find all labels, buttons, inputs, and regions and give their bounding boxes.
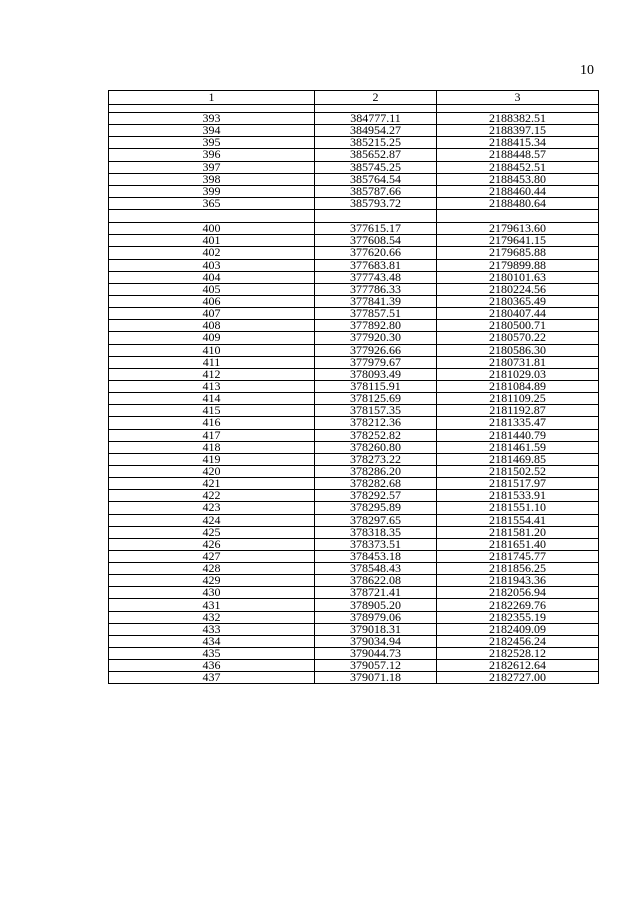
column-header-1: 1 <box>109 91 315 105</box>
table-row <box>109 283 599 295</box>
point-number-cell: 415 <box>109 405 315 417</box>
point-number-cell: 397 <box>109 161 315 173</box>
x-coordinate-cell: 377786.33 <box>315 283 437 295</box>
x-coordinate-cell: 384777.11 <box>315 113 437 125</box>
y-coordinate-cell: 2182612.64 <box>437 660 599 672</box>
y-coordinate-cell: 2182409.09 <box>437 623 599 635</box>
table-header-row <box>109 91 599 105</box>
y-coordinate-cell: 2181469.85 <box>437 453 599 465</box>
x-coordinate-cell: 377926.66 <box>315 344 437 356</box>
table-row <box>109 478 599 490</box>
point-number-cell: 413 <box>109 380 315 392</box>
table-row <box>109 514 599 526</box>
y-coordinate-cell: 2180500.71 <box>437 320 599 332</box>
y-coordinate-cell: 2180407.44 <box>437 308 599 320</box>
table-row <box>109 356 599 368</box>
point-number-cell: 433 <box>109 623 315 635</box>
x-coordinate-cell: 378093.49 <box>315 368 437 380</box>
x-coordinate-cell: 378115.91 <box>315 380 437 392</box>
table-row <box>109 405 599 417</box>
point-number-cell: 426 <box>109 538 315 550</box>
point-number-cell: 405 <box>109 283 315 295</box>
point-number-cell: 421 <box>109 478 315 490</box>
y-coordinate-cell: 2188382.51 <box>437 113 599 125</box>
y-coordinate-cell: 2180731.81 <box>437 356 599 368</box>
x-coordinate-cell: 385793.72 <box>315 197 437 209</box>
table-row <box>109 185 599 197</box>
x-coordinate-cell: 378286.20 <box>315 465 437 477</box>
table-row <box>109 563 599 575</box>
x-coordinate-cell: 377683.81 <box>315 259 437 271</box>
point-number-cell: 432 <box>109 611 315 623</box>
x-coordinate-cell: 379018.31 <box>315 623 437 635</box>
point-number-cell: 402 <box>109 247 315 259</box>
point-number-cell: 396 <box>109 149 315 161</box>
point-number-cell: 417 <box>109 429 315 441</box>
point-number-cell: 430 <box>109 587 315 599</box>
x-coordinate-cell: 379057.12 <box>315 660 437 672</box>
table-row <box>109 465 599 477</box>
table-row <box>109 295 599 307</box>
point-number-cell: 395 <box>109 137 315 149</box>
y-coordinate-cell: 2182355.19 <box>437 611 599 623</box>
point-number-cell: 411 <box>109 356 315 368</box>
y-coordinate-cell: 2182056.94 <box>437 587 599 599</box>
table-row <box>109 538 599 550</box>
column-header-2: 2 <box>315 91 437 105</box>
point-number-cell: 428 <box>109 563 315 575</box>
x-coordinate-cell: 379071.18 <box>315 672 437 684</box>
point-number-cell: 435 <box>109 648 315 660</box>
table-row <box>109 660 599 672</box>
y-coordinate-cell: 2179685.88 <box>437 247 599 259</box>
column-header-3: 3 <box>437 91 599 105</box>
y-coordinate-cell: 2182456.24 <box>437 635 599 647</box>
point-number-cell: 406 <box>109 295 315 307</box>
point-number-cell: 434 <box>109 635 315 647</box>
x-coordinate-cell: 385745.25 <box>315 161 437 173</box>
x-coordinate-cell: 378125.69 <box>315 393 437 405</box>
x-coordinate-cell: 378273.22 <box>315 453 437 465</box>
point-number-cell: 403 <box>109 259 315 271</box>
x-coordinate-cell: 384954.27 <box>315 125 437 137</box>
point-number-cell: 429 <box>109 575 315 587</box>
table-row <box>109 308 599 320</box>
x-coordinate-cell: 378548.43 <box>315 563 437 575</box>
x-coordinate-cell: 377608.54 <box>315 235 437 247</box>
point-number-cell: 393 <box>109 113 315 125</box>
y-coordinate-cell: 2180224.56 <box>437 283 599 295</box>
point-number-cell: 425 <box>109 526 315 538</box>
table-row <box>109 635 599 647</box>
point-number-cell: 419 <box>109 453 315 465</box>
table-row <box>109 575 599 587</box>
x-coordinate-cell: 377892.80 <box>315 320 437 332</box>
table-row <box>109 197 599 209</box>
x-coordinate-cell: 378979.06 <box>315 611 437 623</box>
y-coordinate-cell: 2179613.60 <box>437 223 599 235</box>
point-number-cell: 436 <box>109 660 315 672</box>
y-coordinate-cell: 2181745.77 <box>437 550 599 562</box>
point-number-cell: 431 <box>109 599 315 611</box>
y-coordinate-cell: 2181109.25 <box>437 393 599 405</box>
point-number-cell: 394 <box>109 125 315 137</box>
y-coordinate-cell: 2188448.57 <box>437 149 599 161</box>
point-number-cell: 404 <box>109 271 315 283</box>
table-row <box>109 223 599 235</box>
x-coordinate-cell: 385215.25 <box>315 137 437 149</box>
x-coordinate-cell: 378252.82 <box>315 429 437 441</box>
x-coordinate-cell: 378292.57 <box>315 490 437 502</box>
x-coordinate-cell: 378212.36 <box>315 417 437 429</box>
x-coordinate-cell: 378295.89 <box>315 502 437 514</box>
point-number-cell: 408 <box>109 320 315 332</box>
y-coordinate-cell: 2188415.34 <box>437 137 599 149</box>
x-coordinate-cell: 377857.51 <box>315 308 437 320</box>
table-row <box>109 332 599 344</box>
table-row <box>109 648 599 660</box>
table-row <box>109 429 599 441</box>
y-coordinate-cell: 2188460.44 <box>437 185 599 197</box>
y-coordinate-cell: 2181502.52 <box>437 465 599 477</box>
point-number-cell: 414 <box>109 393 315 405</box>
x-coordinate-cell: 377743.48 <box>315 271 437 283</box>
x-coordinate-cell: 385652.87 <box>315 149 437 161</box>
point-number-cell: 410 <box>109 344 315 356</box>
point-number-cell: 401 <box>109 235 315 247</box>
table-row <box>109 137 599 149</box>
x-coordinate-cell: 378373.51 <box>315 538 437 550</box>
table-row <box>109 380 599 392</box>
group-separator-row <box>109 210 599 223</box>
table-row <box>109 502 599 514</box>
y-coordinate-cell: 2179641.15 <box>437 235 599 247</box>
x-coordinate-cell: 379034.94 <box>315 635 437 647</box>
x-coordinate-cell: 378905.20 <box>315 599 437 611</box>
header-separator-row <box>109 105 599 113</box>
x-coordinate-cell: 378622.08 <box>315 575 437 587</box>
y-coordinate-cell: 2181651.40 <box>437 538 599 550</box>
y-coordinate-cell: 2188397.15 <box>437 125 599 137</box>
point-number-cell: 422 <box>109 490 315 502</box>
x-coordinate-cell: 377841.39 <box>315 295 437 307</box>
table-row <box>109 149 599 161</box>
x-coordinate-cell: 377920.30 <box>315 332 437 344</box>
point-number-cell: 427 <box>109 550 315 562</box>
y-coordinate-cell: 2181517.97 <box>437 478 599 490</box>
y-coordinate-cell: 2179899.88 <box>437 259 599 271</box>
point-number-cell: 418 <box>109 441 315 453</box>
y-coordinate-cell: 2182269.76 <box>437 599 599 611</box>
x-coordinate-cell: 377615.17 <box>315 223 437 235</box>
y-coordinate-cell: 2181084.89 <box>437 380 599 392</box>
table-row <box>109 393 599 405</box>
coordinates-table <box>108 90 599 684</box>
y-coordinate-cell: 2181029.03 <box>437 368 599 380</box>
y-coordinate-cell: 2180365.49 <box>437 295 599 307</box>
x-coordinate-cell: 378157.35 <box>315 405 437 417</box>
y-coordinate-cell: 2182528.12 <box>437 648 599 660</box>
y-coordinate-cell: 2181551.10 <box>437 502 599 514</box>
y-coordinate-cell: 2181533.91 <box>437 490 599 502</box>
table-row <box>109 672 599 684</box>
table-row <box>109 247 599 259</box>
y-coordinate-cell: 2181440.79 <box>437 429 599 441</box>
table-row <box>109 173 599 185</box>
point-number-cell: 412 <box>109 368 315 380</box>
table-row <box>109 526 599 538</box>
y-coordinate-cell: 2182727.00 <box>437 672 599 684</box>
table-row <box>109 453 599 465</box>
point-number-cell: 437 <box>109 672 315 684</box>
coordinates-table-body <box>109 91 599 684</box>
x-coordinate-cell: 385764.54 <box>315 173 437 185</box>
point-number-cell: 424 <box>109 514 315 526</box>
y-coordinate-cell: 2180586.30 <box>437 344 599 356</box>
point-number-cell: 416 <box>109 417 315 429</box>
x-coordinate-cell: 377620.66 <box>315 247 437 259</box>
y-coordinate-cell: 2180570.22 <box>437 332 599 344</box>
point-number-cell: 423 <box>109 502 315 514</box>
y-coordinate-cell: 2181554.41 <box>437 514 599 526</box>
table-row <box>109 587 599 599</box>
point-number-cell: 398 <box>109 173 315 185</box>
point-number-cell: 399 <box>109 185 315 197</box>
table-row <box>109 320 599 332</box>
table-row <box>109 611 599 623</box>
point-number-cell: 407 <box>109 308 315 320</box>
y-coordinate-cell: 2188452.51 <box>437 161 599 173</box>
point-number-cell: 365 <box>109 197 315 209</box>
y-coordinate-cell: 2181581.20 <box>437 526 599 538</box>
y-coordinate-cell: 2181943.36 <box>437 575 599 587</box>
x-coordinate-cell: 377979.67 <box>315 356 437 368</box>
table-row <box>109 441 599 453</box>
x-coordinate-cell: 385787.66 <box>315 185 437 197</box>
x-coordinate-cell: 378318.35 <box>315 526 437 538</box>
table-row <box>109 125 599 137</box>
table-row <box>109 368 599 380</box>
table-row <box>109 344 599 356</box>
table-row <box>109 161 599 173</box>
point-number-cell: 400 <box>109 223 315 235</box>
table-row <box>109 417 599 429</box>
y-coordinate-cell: 2188453.80 <box>437 173 599 185</box>
y-coordinate-cell: 2180101.63 <box>437 271 599 283</box>
page-number: 10 <box>580 63 594 78</box>
table-row <box>109 623 599 635</box>
table-row <box>109 271 599 283</box>
table-row <box>109 235 599 247</box>
y-coordinate-cell: 2188480.64 <box>437 197 599 209</box>
x-coordinate-cell: 379044.73 <box>315 648 437 660</box>
y-coordinate-cell: 2181192.87 <box>437 405 599 417</box>
y-coordinate-cell: 2181856.25 <box>437 563 599 575</box>
x-coordinate-cell: 378453.18 <box>315 550 437 562</box>
table-row <box>109 490 599 502</box>
table-row <box>109 259 599 271</box>
point-number-cell: 409 <box>109 332 315 344</box>
x-coordinate-cell: 378282.68 <box>315 478 437 490</box>
y-coordinate-cell: 2181461.59 <box>437 441 599 453</box>
y-coordinate-cell: 2181335.47 <box>437 417 599 429</box>
x-coordinate-cell: 378721.41 <box>315 587 437 599</box>
table-row <box>109 599 599 611</box>
table-row <box>109 550 599 562</box>
point-number-cell: 420 <box>109 465 315 477</box>
x-coordinate-cell: 378260.80 <box>315 441 437 453</box>
x-coordinate-cell: 378297.65 <box>315 514 437 526</box>
table-row <box>109 113 599 125</box>
